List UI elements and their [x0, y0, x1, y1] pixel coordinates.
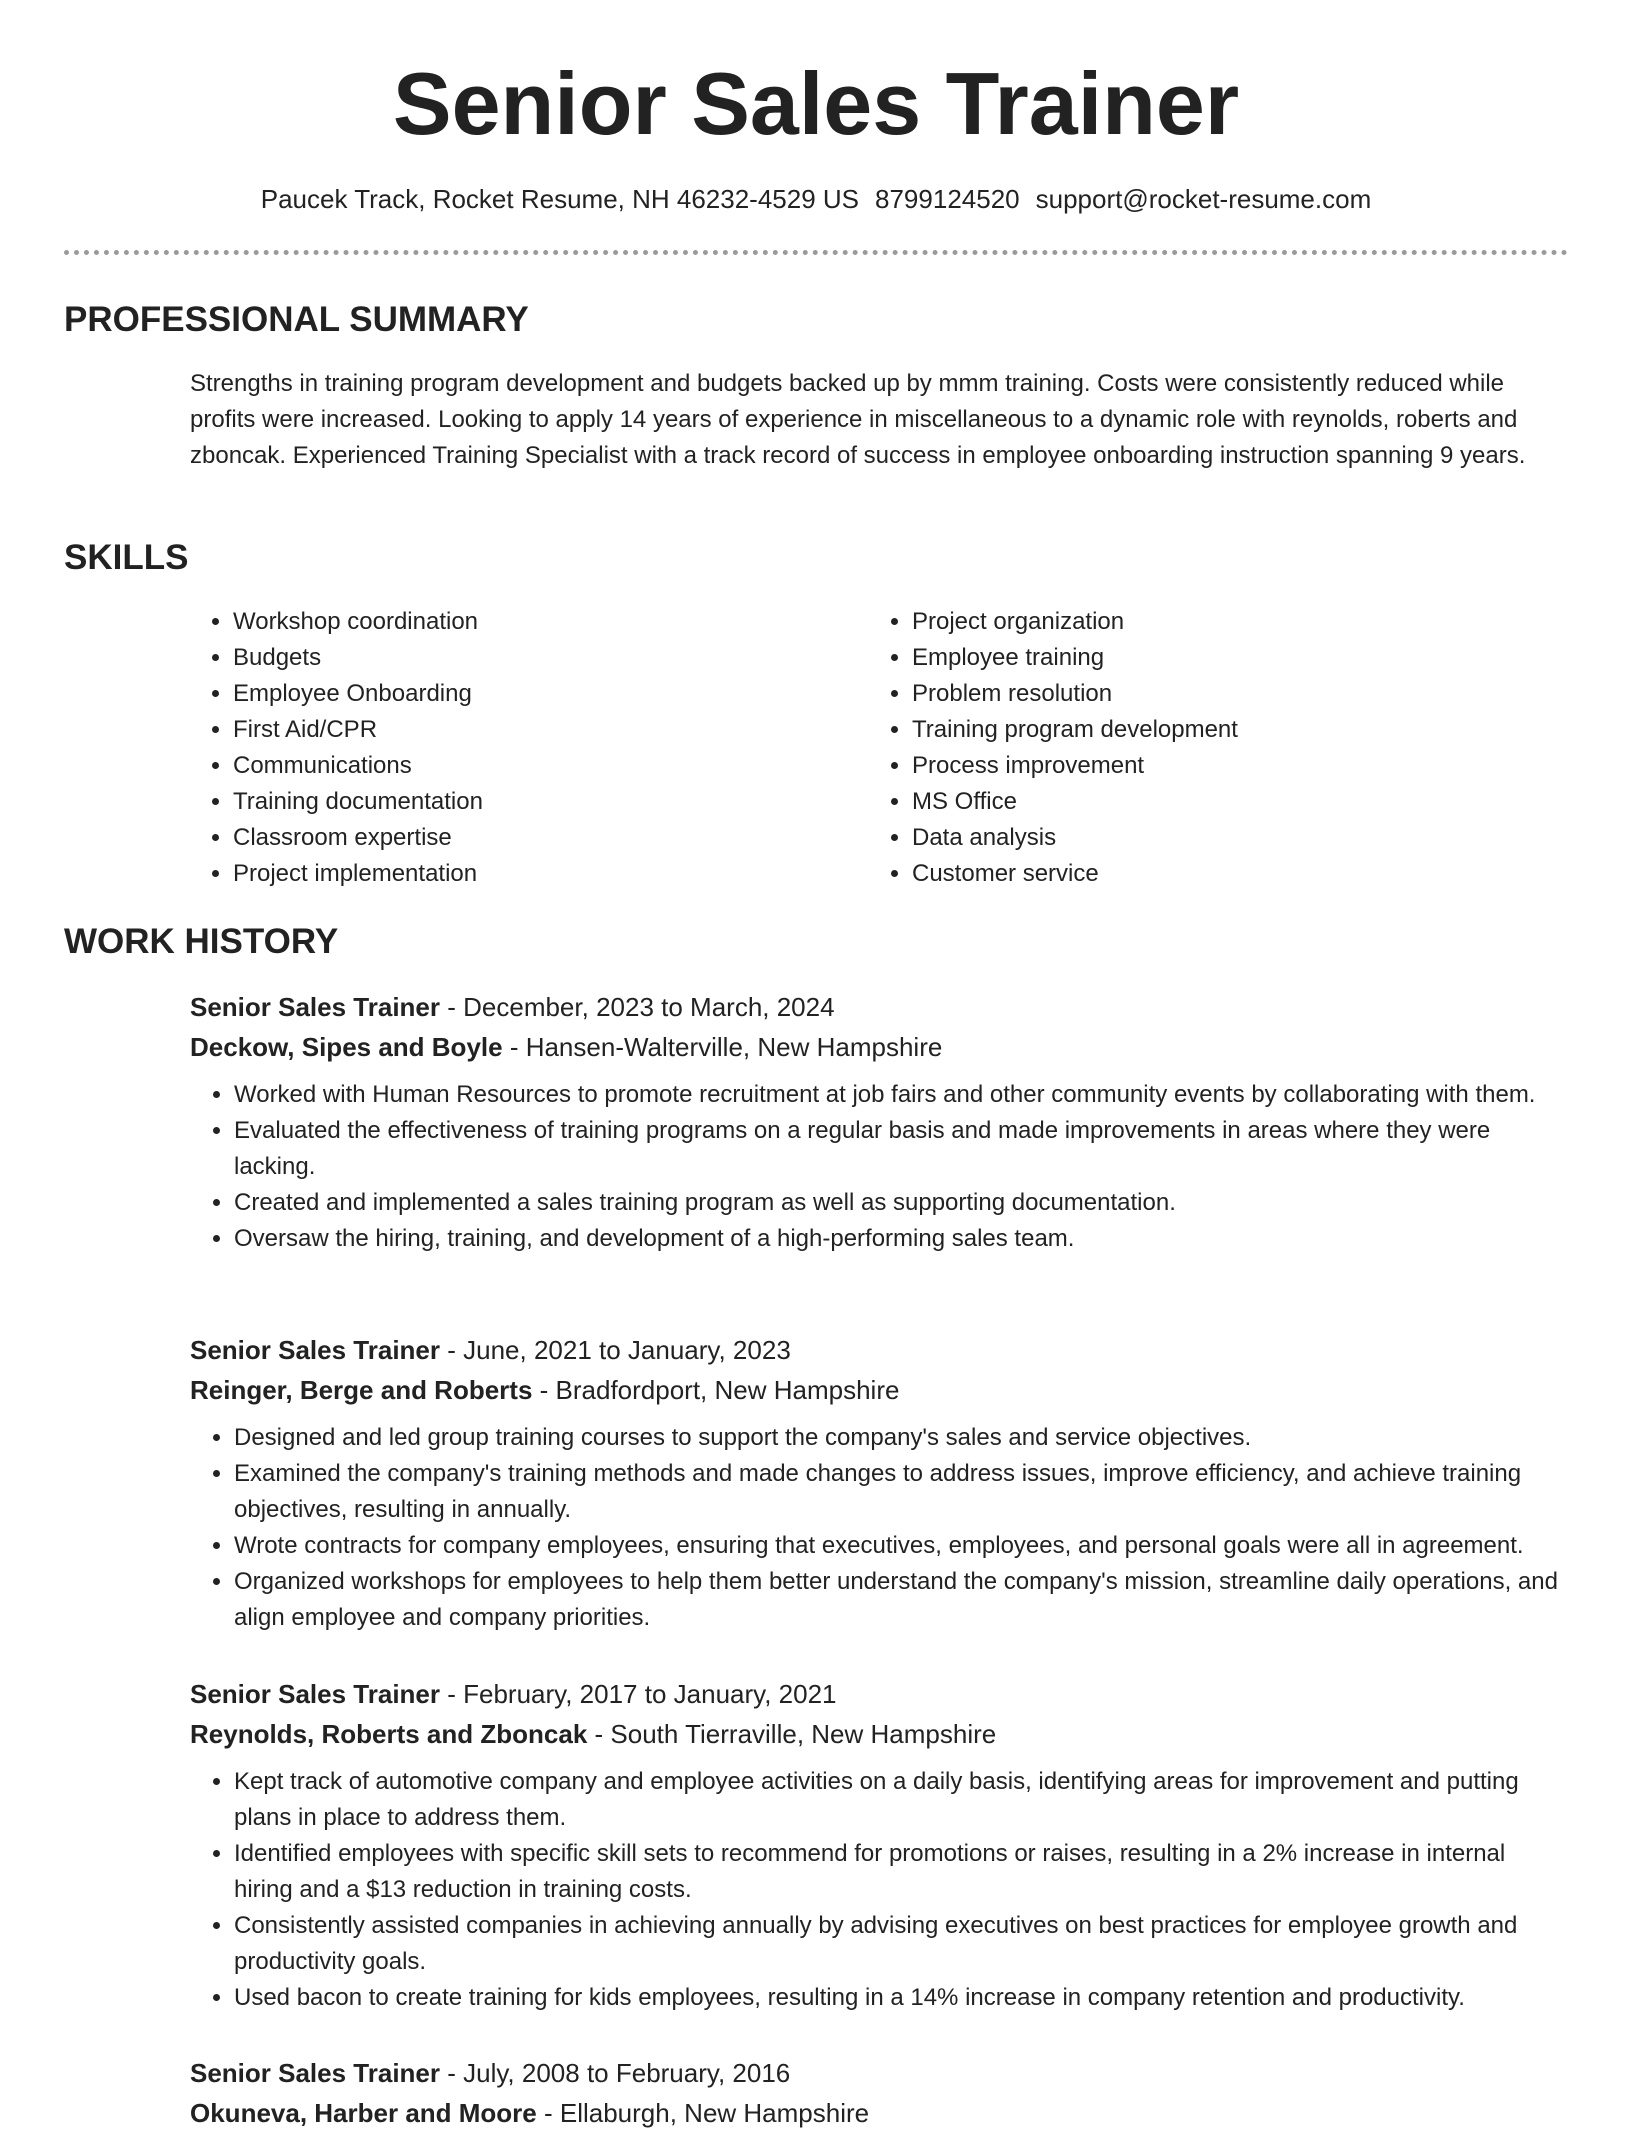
job-location: - Hansen-Walterville, New Hampshire	[502, 1032, 943, 1062]
job-dates: - June, 2021 to January, 2023	[440, 1335, 791, 1365]
job-entry	[190, 1674, 1570, 2016]
job-company: Okuneva, Harber and Moore	[190, 2098, 537, 2128]
section-title-work-history: WORK HISTORY	[64, 922, 339, 961]
job-bullet: • Examined the company's training methods and made changes to address issues, improve efficiency, and achieve training objectives, resulting in annually.	[234, 1456, 1570, 1528]
job-company: Deckow, Sipes and Boyle	[190, 1032, 503, 1062]
job-company: Reinger, Berge and Roberts	[190, 1375, 533, 1405]
job-title-line	[190, 2053, 1570, 2093]
job-company: Reynolds, Roberts and Zboncak	[190, 1719, 588, 1749]
job-bullets	[190, 1077, 1570, 1257]
job-bullet: • Designed and led group training courses to support the company's sales and service objectives.	[234, 1420, 1570, 1456]
job-company-line	[190, 1714, 1570, 1754]
skill-item: • Employee Onboarding	[233, 676, 483, 712]
job-bullet: • Consistently assisted companies in achieving annually by advising executives on best practices for employee growth and productivity goals.	[234, 1908, 1570, 1980]
skill-item: • Data analysis	[912, 820, 1238, 856]
job-location: - Ellaburgh, New Hampshire	[536, 2098, 870, 2128]
skill-item: • Training program development	[912, 712, 1238, 748]
job-role: Senior Sales Trainer	[190, 1335, 441, 1365]
job-bullet: • Wrote contracts for company employees, ensuring that executives, employees, and personal goals were all in agreement.	[234, 1528, 1570, 1564]
skill-item: • Problem resolution	[912, 676, 1238, 712]
header-divider	[64, 250, 1568, 255]
job-dates: - July, 2008 to February, 2016	[440, 2058, 791, 2088]
skill-item: • Employee training	[912, 640, 1238, 676]
skill-item: • Process improvement	[912, 748, 1238, 784]
job-bullet: • Kept track of automotive company and employee activities on a daily basis, identifying areas for improvement and putting plans in place to address them.	[234, 1764, 1570, 1836]
job-title-line	[190, 1674, 1570, 1714]
skill-item: • Training documentation	[233, 784, 483, 820]
job-bullet: • Used bacon to create training for kids employees, resulting in a 14% increase in company retention and productivity.	[234, 1980, 1570, 2016]
section-title-summary: PROFESSIONAL SUMMARY	[64, 300, 529, 339]
job-title-line	[190, 1330, 1570, 1370]
job-bullet: • Created and implemented a sales training program as well as supporting documentation.	[234, 1185, 1570, 1221]
job-dates: - February, 2017 to January, 2021	[440, 1679, 837, 1709]
contact-address: Paucek Track, Rocket Resume, NH 46232-4529 US	[260, 184, 860, 214]
summary-text: Strengths in training program development and budgets backed up by mmm training. Costs were consistently reduced while profits were increased. Looking to apply 14 years of experience in miscellaneous to a dynamic role with reynolds, roberts and zboncak. Experienced Training Specialist with a track record of success in employee onboarding instruction spanning 9 years.	[190, 370, 1526, 469]
contact-phone: 8799124520	[875, 184, 1020, 214]
skills-list-right	[868, 604, 1238, 892]
resume-name: Senior Sales Trainer	[392, 54, 1240, 153]
skill-item: • Communications	[233, 748, 483, 784]
section-title-skills: SKILLS	[64, 538, 189, 577]
job-bullet: • Organized workshops for employees to help them better understand the company's mission, streamline daily operations, and align employee and company priorities.	[234, 1564, 1570, 1636]
skills-list-left	[189, 604, 483, 892]
skill-item: • Customer service	[912, 856, 1238, 892]
job-entry	[190, 2053, 1570, 2133]
job-bullets	[190, 1764, 1570, 2016]
skill-item: • Budgets	[233, 640, 483, 676]
job-location: - South Tierraville, New Hampshire	[587, 1719, 997, 1749]
skill-item: • Workshop coordination	[233, 604, 483, 640]
job-bullet: • Evaluated the effectiveness of training programs on a regular basis and made improvements in areas where they were lacking.	[234, 1113, 1570, 1185]
job-entry	[190, 1330, 1570, 1636]
job-entry	[190, 987, 1570, 1257]
skill-item: • First Aid/CPR	[233, 712, 483, 748]
skill-item: • Project organization	[912, 604, 1238, 640]
skill-item: • Classroom expertise	[233, 820, 483, 856]
job-bullet: • Identified employees with specific skill sets to recommend for promotions or raises, resulting in a 2% increase in internal hiring and a $13 reduction in training costs.	[234, 1836, 1570, 1908]
job-dates: - December, 2023 to March, 2024	[440, 992, 835, 1022]
skill-item: • MS Office	[912, 784, 1238, 820]
job-bullet: • Worked with Human Resources to promote recruitment at job fairs and other community events by collaborating with them.	[234, 1077, 1570, 1113]
job-role: Senior Sales Trainer	[190, 992, 441, 1022]
job-company-line	[190, 1370, 1570, 1410]
job-company-line	[190, 2093, 1570, 2133]
contact-line	[0, 182, 1632, 216]
job-location: - Bradfordport, New Hampshire	[532, 1375, 900, 1405]
job-title-line	[190, 987, 1570, 1027]
job-role: Senior Sales Trainer	[190, 2058, 441, 2088]
job-role: Senior Sales Trainer	[190, 1679, 441, 1709]
contact-email: support@rocket-resume.com	[1035, 184, 1372, 214]
job-bullet: • Oversaw the hiring, training, and development of a high-performing sales team.	[234, 1221, 1570, 1257]
skill-item: • Project implementation	[233, 856, 483, 892]
job-company-line	[190, 1027, 1570, 1067]
job-bullets	[190, 1420, 1570, 1636]
